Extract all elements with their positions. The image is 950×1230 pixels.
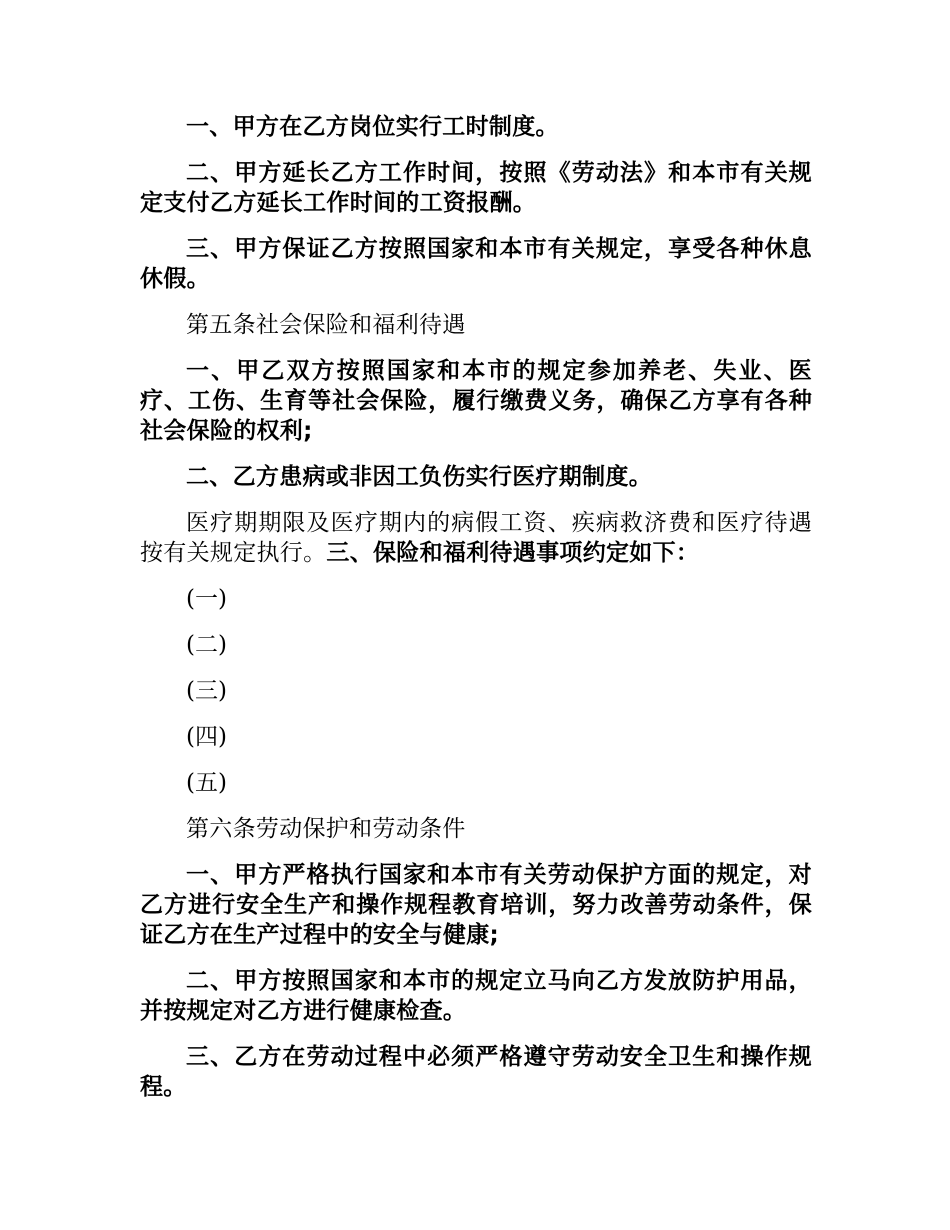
- list-item: (一): [186, 586, 227, 612]
- clause-overtime-pay: 二、甲方延长乙方工作时间，按照《劳动法》和本市有关规定支付乙方延长工作时间的工资报酬。: [140, 160, 812, 216]
- article-5-heading: 第五条社会保险和福利待遇: [186, 312, 466, 338]
- clause-rest-leave: 三、甲方保证乙方按照国家和本市有关规定，享受各种休息休假。: [140, 236, 812, 292]
- clause-safety-compliance: 三、乙方在劳动过程中必须严格遵守劳动安全卫生和操作规程。: [140, 1044, 812, 1100]
- article-6-heading: 第六条劳动保护和劳动条件: [186, 816, 466, 842]
- clause-medical-period: 二、乙方患病或非因工负伤实行医疗期制度。: [186, 464, 652, 490]
- document-page: [140, 112, 812, 1118]
- list-item: (五): [186, 770, 227, 796]
- list-item: (四): [186, 724, 227, 750]
- clause-protective-equipment: 二、甲方按照国家和本市的规定立马向乙方发放防护用品，并按规定对乙方进行健康检查。: [140, 968, 812, 1024]
- clause-medical-treatment: [140, 508, 812, 568]
- clause-social-insurance: 一、甲乙双方按照国家和本市的规定参加养老、失业、医疗、工伤、生育等社会保险，履行缴费义务，确保乙方享有各种社会保险的权利;: [140, 358, 812, 444]
- insurance-terms-text: 三、保险和福利待遇事项约定如下：: [326, 540, 700, 566]
- list-item: (三): [186, 678, 227, 704]
- clause-working-hours: 一、甲方在乙方岗位实行工时制度。: [186, 114, 559, 140]
- medical-treatment-text: 医疗期期限及医疗期内的病假工资、疾病救济费和医疗待遇按有关规定执行。: [140, 510, 812, 566]
- clause-labor-protection: 一、甲方严格执行国家和本市有关劳动保护方面的规定，对乙方进行安全生产和操作规程教育培训，努力改善劳动条件，保证乙方在生产过程中的安全与健康;: [140, 862, 812, 948]
- list-item: (二): [186, 632, 227, 658]
